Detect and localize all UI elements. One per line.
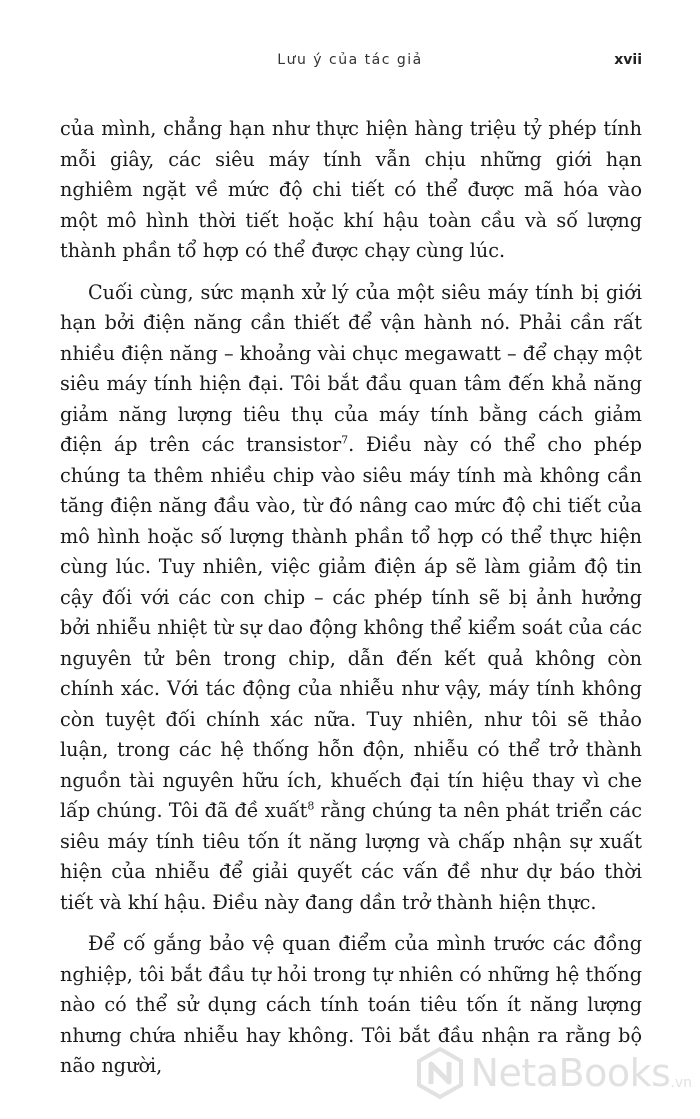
- footnote-ref-7[interactable]: 7: [341, 433, 349, 447]
- paragraph-3: Để cố gắng bảo vệ quan điểm của mình trước các đồng nghiệp, tôi bắt đầu tự hỏi trong tự nhiên có những hệ thống nào có thể sử dụng cách tính toán tiêu tốn ít năng lượng nhưng chứa nhiễu hay không. Tôi bắt đầu nhận ra rằng bộ não người,: [60, 932, 642, 1077]
- footnote-ref-8[interactable]: 8: [307, 799, 315, 813]
- neta-hexagon-logo-icon: [413, 1046, 467, 1100]
- paragraph-1: của mình, chẳng hạn như thực hiện hàng triệu tỷ phép tính mỗi giây, các siêu máy tính vẫn chịu những giới hạn nghiêm ngặt về mức độ chi tiết có thể được mã hóa vào một mô hình thời tiết hoặc khí hậu toàn cầu và số lượng thành phần tổ hợp có thể được chạy cùng lúc.: [60, 117, 642, 262]
- netabooks-watermark: [413, 1043, 692, 1103]
- paragraph-2: Cuối cùng, sức mạnh xử lý của một siêu máy tính bị giới hạn bởi điện năng cần thiết để vận hành nó. Phải cần rất nhiều điện năng – khoảng vài chục megawatt – để chạy một siêu máy tính hiện đại. Tôi bắt đầu quan tâm đến khả năng giảm năng lượng tiêu thụ của máy tính bằng cách giảm điện áp trên các transistor$^7$. Điều này có thể cho phép chúng ta thêm nhiều chip vào siêu máy tính mà không cần tăng điện năng đầu vào, từ đó nâng cao mức độ chi tiết của mô hình hoặc số lượng thành phần tổ hợp có thể thực hiện cùng lúc. Tuy nhiên, việc giảm điện áp sẽ làm giảm độ tin cậy đối với các con chip – các phép tính sẽ bị ảnh hưởng bởi nhiễu nhiệt từ sự dao động không thể kiểm soát của các nguyên tử bên trong chip, dẫn đến kết quả không còn chính xác. Với tác động của nhiễu như vậy, máy tính không còn tuyệt đối chính xác nữa. Tuy nhiên, như tôi sẽ thảo luận, trong các hệ thống hỗn độn, nhiễu có thể trở thành nguồn tài nguyên hữu ích, khuếch đại tín hiệu thay vì che lấp chúng. Tôi đã đề xuất$^8$ rằng chúng ta nên phát triển các siêu máy tính tiêu tốn ít năng lượng và chấp nhận sự xuất hiện của nhiễu để giải quyết các vấn đề như dự báo thời tiết và khí hậu. Điều này đang dần trở thành hiện thực.: [60, 280, 642, 914]
- watermark-suffix: .vn: [670, 1075, 692, 1091]
- running-head: [0, 52, 700, 74]
- body-text: [60, 114, 642, 1093]
- page-number: xvii: [614, 52, 642, 68]
- watermark-brand: NetaBooks: [470, 1051, 671, 1095]
- running-title: Lưu ý của tác giả: [277, 52, 423, 68]
